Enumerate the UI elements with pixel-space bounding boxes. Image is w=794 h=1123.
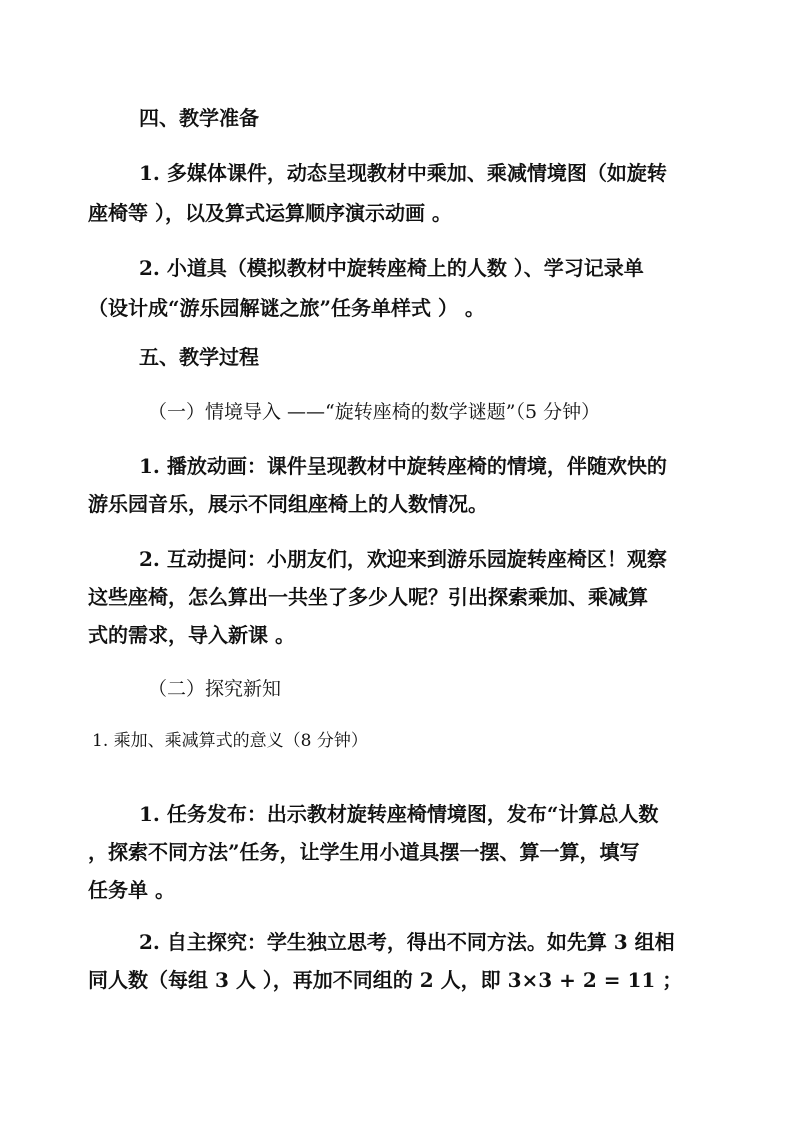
explore-item-1-line-2: ，探索不同方法”任务，让学生用小道具摆一摆、算一算，填写 — [88, 840, 640, 864]
explore-item-1-line-1: 1. 任务发布：出示教材旋转座椅情境图，发布“计算总人数 — [139, 802, 659, 826]
part-heading-exploration: （二）探究新知 — [148, 678, 282, 700]
prep-item-1-line-2: 座椅等 ），以及算式运算顺序演示动画 。 — [88, 201, 452, 225]
section-heading-preparation: 四、教学准备 — [139, 106, 259, 130]
part-heading-introduction: （一）情境导入 ——“旋转座椅的数学谜题”（5 分钟） — [148, 401, 601, 423]
prep-item-2-line-1: 2. 小道具（模拟教材中旋转座椅上的人数 ）、学习记录单 — [139, 256, 644, 280]
intro-item-2-line-2: 这些座椅，怎么算出一共坐了多少人呢？引出探索乘加、乘减算 — [88, 585, 648, 609]
section-heading-process: 五、教学过程 — [139, 345, 259, 369]
intro-item-1-line-2: 游乐园音乐，展示不同组座椅上的人数情况。 — [88, 492, 488, 516]
sub-heading-meaning: 1. 乘加、乘减算式的意义（8 分钟） — [92, 731, 368, 751]
intro-item-1-line-1: 1. 播放动画：课件呈现教材中旋转座椅的情境，伴随欢快的 — [139, 454, 667, 478]
explore-item-2-line-1: 2. 自主探究：学生独立思考，得出不同方法。如先算 3 组相 — [139, 930, 675, 954]
prep-item-1-line-1: 1. 多媒体课件，动态呈现教材中乘加、乘减情境图（如旋转 — [139, 161, 667, 185]
explore-item-1-line-3: 任务单 。 — [88, 878, 175, 902]
intro-item-2-line-3: 式的需求，导入新课 。 — [88, 623, 295, 647]
explore-item-2-line-2: 同人数（每组 3 人 ），再加不同组的 2 人，即 3×3 + 2 = 11 ； — [88, 968, 683, 992]
prep-item-2-line-2: （设计成“游乐园解谜之旅”任务单样式 ） 。 — [88, 296, 485, 320]
intro-item-2-line-1: 2. 互动提问：小朋友们，欢迎来到游乐园旋转座椅区！观察 — [139, 547, 667, 571]
